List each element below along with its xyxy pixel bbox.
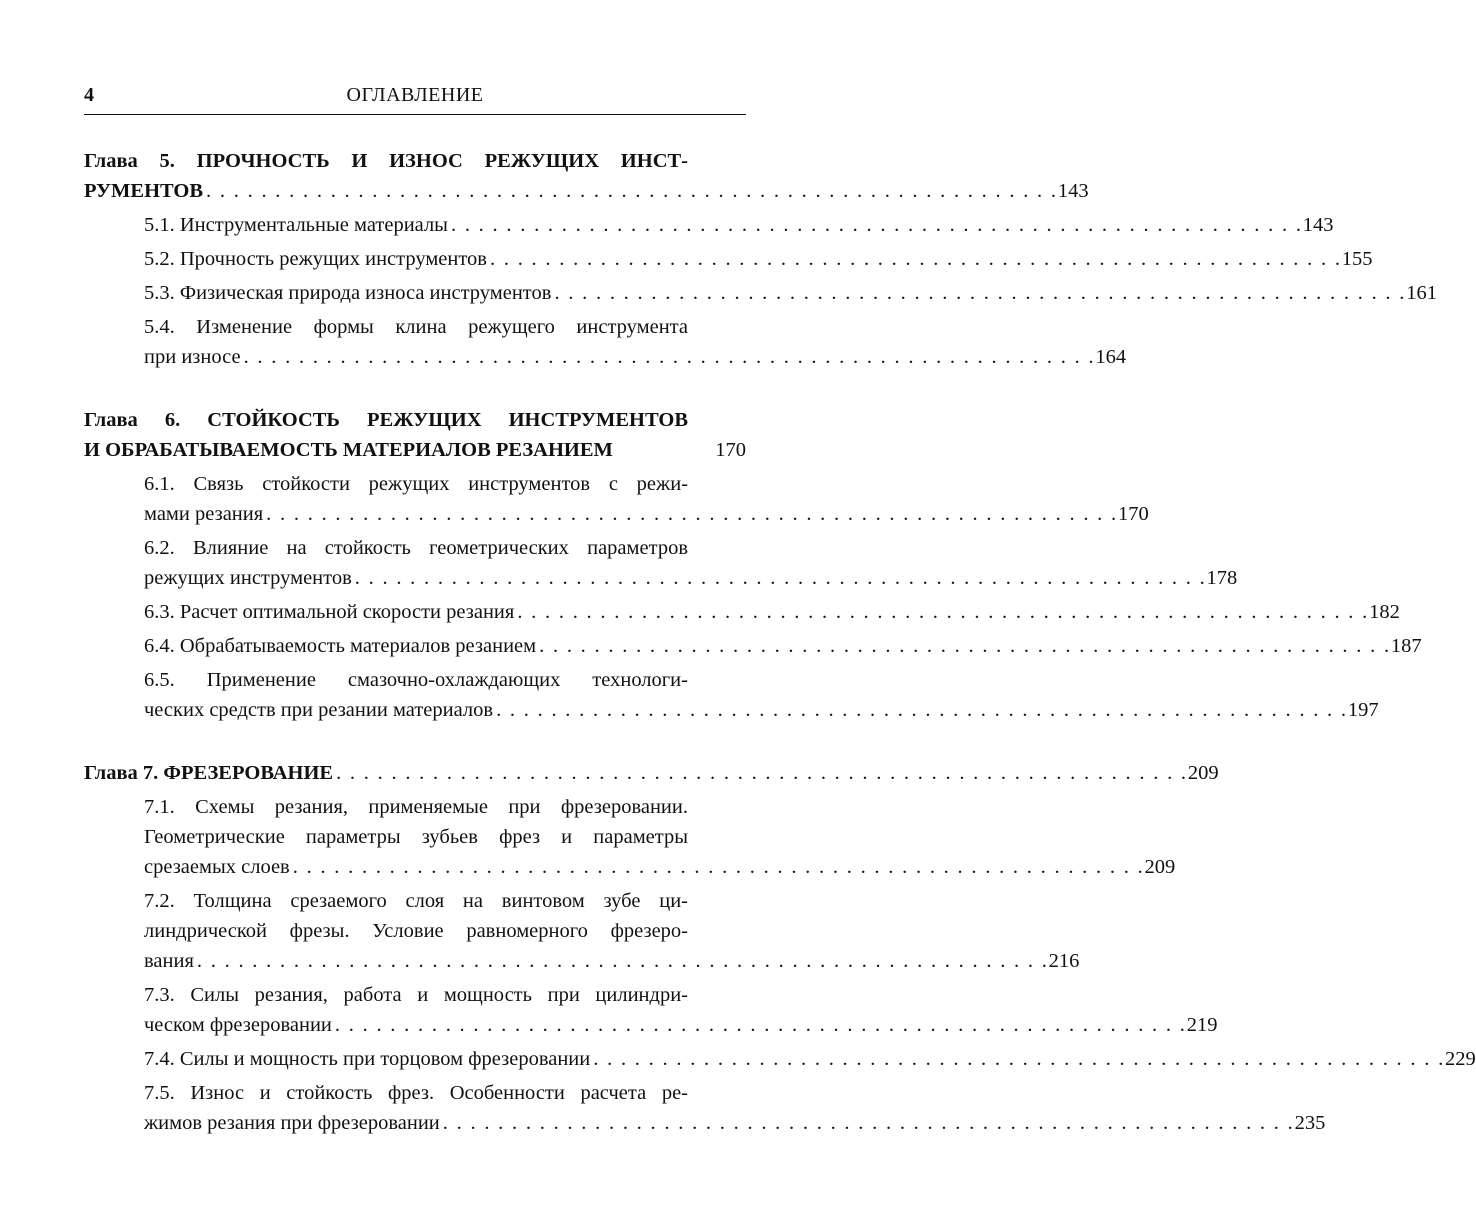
page-ref: 235 bbox=[1294, 1112, 1326, 1134]
toc-chapter[interactable] bbox=[84, 146, 1089, 206]
toc-text: режущих инструментов bbox=[144, 567, 352, 589]
toc-line-last bbox=[144, 1108, 1326, 1138]
toc-text: И ОБРАБАТЫВАЕМОСТЬ МАТЕРИАЛОВ РЕЗАНИЕМ bbox=[84, 439, 613, 461]
toc-line: 5.4. Изменение формы клина режущего инструмента bbox=[144, 316, 688, 338]
page-ref: 161 bbox=[1406, 282, 1437, 304]
toc-line-last bbox=[144, 946, 1080, 976]
page-ref: 143 bbox=[1057, 180, 1089, 202]
running-title: ОГЛАВЛЕНИЕ bbox=[346, 84, 484, 106]
page-ref: 143 bbox=[1302, 214, 1334, 236]
dot-leader: . . . . . . . . . . . . . . . . . . . . . . . . . . . . . . . . . . . . . . . . . . . . . . . . . . . . . . . . . . . . . . bbox=[196, 950, 1049, 972]
toc-text: ческом фрезеровании bbox=[144, 1014, 332, 1036]
page-ref: 209 bbox=[1187, 762, 1219, 784]
toc-line: 6.2. Влияние на стойкость геометрических параметров bbox=[144, 537, 688, 559]
toc-section[interactable] bbox=[84, 597, 1400, 627]
dot-leader: . . . . . . . . . . . . . . . . . . . . . . . . . . . . . . . . . . . . . . . . . . . . . . . . . . . . . . . . . . . . . . bbox=[206, 180, 1058, 202]
toc-section[interactable] bbox=[84, 980, 1218, 1040]
toc-chapter[interactable] bbox=[84, 758, 1219, 788]
toc-text: вания bbox=[144, 950, 194, 972]
toc-line: 7.5. Износ и стойкость фрез. Особенности расчета ре- bbox=[144, 1082, 688, 1104]
toc-text: мами резания bbox=[144, 503, 264, 525]
toc-line: линдрической фрезы. Условие равномерного фрезеро- bbox=[144, 920, 688, 942]
toc-section[interactable] bbox=[84, 886, 1080, 976]
dot-leader: . . . . . . . . . . . . . . . . . . . . . . . . . . . . . . . . . . . . . . . . . . . . . . . . . . . . . . . . . . . . . . bbox=[554, 282, 1407, 304]
toc-text: 5.2. Прочность режущих инструментов bbox=[144, 248, 487, 270]
toc-section[interactable] bbox=[84, 1078, 1326, 1138]
toc-section[interactable] bbox=[84, 210, 1334, 240]
page-ref: 170 bbox=[1117, 503, 1149, 525]
dot-leader: . . . . . . . . . . . . . . . . . . . . . . . . . . . . . . . . . . . . . . . . . . . . . . . . . . . . . . . . . . . . . . bbox=[292, 856, 1145, 878]
toc-text: 6.4. Обрабатываемость материалов резанием bbox=[144, 635, 537, 657]
dot-leader: . . . . . . . . . . . . . . . . . . . . . . . . . . . . . . . . . . . . . . . . . . . . . . . . . . . . . . . . . . . . . . bbox=[354, 567, 1207, 589]
toc-text: 5.1. Инструментальные материалы bbox=[144, 214, 448, 236]
dot-leader: . . . . . . . . . . . . . . . . . . . . . . . . . . . . . . . . . . . . . . . . . . . . . . . . . . . . . . . . . . . . . . bbox=[243, 346, 1096, 368]
page-ref: 197 bbox=[1347, 699, 1379, 721]
toc-line-last bbox=[144, 1010, 1218, 1040]
page-ref: 155 bbox=[1341, 248, 1373, 270]
dot-leader: . . . . . . . . . . . . . . . . . . . . . . . . . . . . . . . . . . . . . . . . . . . . . . . . . . . . . . . . . . . . . . bbox=[593, 1048, 1446, 1070]
dot-leader: . . . . . . . . . . . . . . . . . . . . . . . . . . . . . . . . . . . . . . . . . . . . . . . . . . . . . . . . . . . . . . bbox=[539, 635, 1391, 657]
toc-line-last bbox=[144, 210, 1334, 240]
running-header bbox=[84, 84, 746, 115]
toc-section[interactable] bbox=[84, 244, 1373, 274]
toc-line-last bbox=[144, 852, 1176, 882]
toc-line-last bbox=[144, 695, 1379, 725]
toc-line-last bbox=[144, 563, 1238, 593]
toc-line-last bbox=[144, 278, 1437, 308]
toc-section[interactable] bbox=[84, 631, 1422, 661]
toc-section[interactable] bbox=[84, 312, 1127, 372]
toc-chapter[interactable] bbox=[84, 405, 746, 465]
toc-text: 7.4. Силы и мощность при торцовом фрезеровании bbox=[144, 1048, 591, 1070]
dot-leader: . . . . . . . . . . . . . . . . . . . . . . . . . . . . . . . . . . . . . . . . . . . . . . . . . . . . . . . . . . . . . . bbox=[442, 1112, 1295, 1134]
toc-text: РУМЕНТОВ bbox=[84, 180, 204, 202]
toc-line-last bbox=[144, 1044, 1476, 1074]
page-ref: 164 bbox=[1095, 346, 1127, 368]
toc-section[interactable] bbox=[84, 1044, 1476, 1074]
dot-leader: . . . . . . . . . . . . . . . . . . . . . . . . . . . . . . . . . . . . . . . . . . . . . . . . . . . . . . . . . . . . . . bbox=[517, 601, 1370, 623]
toc-line-last bbox=[144, 597, 1400, 627]
dot-leader: . . . . . . . . . . . . . . . . . . . . . . . . . . . . . . . . . . . . . . . . . . . . . . . . . . . . . . . . . . . . . . bbox=[450, 214, 1303, 236]
toc-section[interactable] bbox=[84, 792, 1176, 882]
toc-text: при износе bbox=[144, 346, 241, 368]
page-ref: 229 bbox=[1445, 1048, 1476, 1070]
toc-text: 6.3. Расчет оптимальной скорости резания bbox=[144, 601, 515, 623]
dot-leader: . . . . . . . . . . . . . . . . . . . . . . . . . . . . . . . . . . . . . . . . . . . . . . . . . . . . . . . . . . . . . . bbox=[490, 248, 1342, 270]
toc-line-last bbox=[144, 631, 1422, 661]
toc-line: 7.2. Толщина срезаемого слоя на винтовом зубе ци- bbox=[144, 890, 688, 912]
page bbox=[84, 0, 1476, 1211]
toc-section[interactable] bbox=[84, 533, 1238, 593]
toc-line-last bbox=[84, 435, 746, 465]
toc-text: Глава 7. ФРЕЗЕРОВАНИЕ bbox=[84, 762, 334, 784]
toc-text: ческих средств при резании материалов bbox=[144, 699, 494, 721]
dot-leader: . . . . . . . . . . . . . . . . . . . . . . . . . . . . . . . . . . . . . . . . . . . . . . . . . . . . . . . . . . . . . . bbox=[334, 1014, 1187, 1036]
toc-section[interactable] bbox=[84, 278, 1437, 308]
page-ref: 182 bbox=[1369, 601, 1400, 623]
table-of-contents bbox=[84, 146, 1476, 1138]
toc-line-last bbox=[144, 244, 1373, 274]
toc-line-last bbox=[144, 342, 1127, 372]
toc-line-last bbox=[84, 758, 1219, 788]
toc-line: Глава 5. ПРОЧНОСТЬ И ИЗНОС РЕЖУЩИХ ИНСТ- bbox=[84, 150, 688, 172]
toc-line: 7.3. Силы резания, работа и мощность при цилиндри- bbox=[144, 984, 688, 1006]
page-ref: 216 bbox=[1048, 950, 1080, 972]
dot-leader: . . . . . . . . . . . . . . . . . . . . . . . . . . . . . . . . . . . . . . . . . . . . . . . . . . . . . . . . . . . . . . bbox=[496, 699, 1348, 721]
toc-line: Геометрические параметры зубьев фрез и параметры bbox=[144, 826, 688, 848]
toc-line: Глава 6. СТОЙКОСТЬ РЕЖУЩИХ ИНСТРУМЕНТОВ bbox=[84, 409, 688, 431]
toc-line-last bbox=[144, 499, 1149, 529]
page-ref: 219 bbox=[1186, 1014, 1218, 1036]
page-ref: 170 bbox=[715, 439, 746, 461]
toc-line: 7.1. Схемы резания, применяемые при фрезеровании. bbox=[144, 796, 688, 818]
toc-text: срезаемых слоев bbox=[144, 856, 290, 878]
toc-section[interactable] bbox=[84, 665, 1379, 725]
toc-line: 6.5. Применение смазочно-охлаждающих технологи- bbox=[144, 669, 688, 691]
toc-section[interactable] bbox=[84, 469, 1149, 529]
toc-line-last bbox=[84, 176, 1089, 206]
page-number: 4 bbox=[84, 84, 94, 106]
page-ref: 187 bbox=[1390, 635, 1422, 657]
toc-line: 6.1. Связь стойкости режущих инструментов с режи- bbox=[144, 473, 688, 495]
page-ref: 178 bbox=[1206, 567, 1238, 589]
dot-leader: . . . . . . . . . . . . . . . . . . . . . . . . . . . . . . . . . . . . . . . . . . . . . . . . . . . . . . . . . . . . . . bbox=[266, 503, 1118, 525]
toc-text: жимов резания при фрезеровании bbox=[144, 1112, 440, 1134]
page-ref: 209 bbox=[1144, 856, 1176, 878]
toc-text: 5.3. Физическая природа износа инструментов bbox=[144, 282, 552, 304]
dot-leader: . . . . . . . . . . . . . . . . . . . . . . . . . . . . . . . . . . . . . . . . . . . . . . . . . . . . . . . . . . . . . . bbox=[336, 762, 1188, 784]
